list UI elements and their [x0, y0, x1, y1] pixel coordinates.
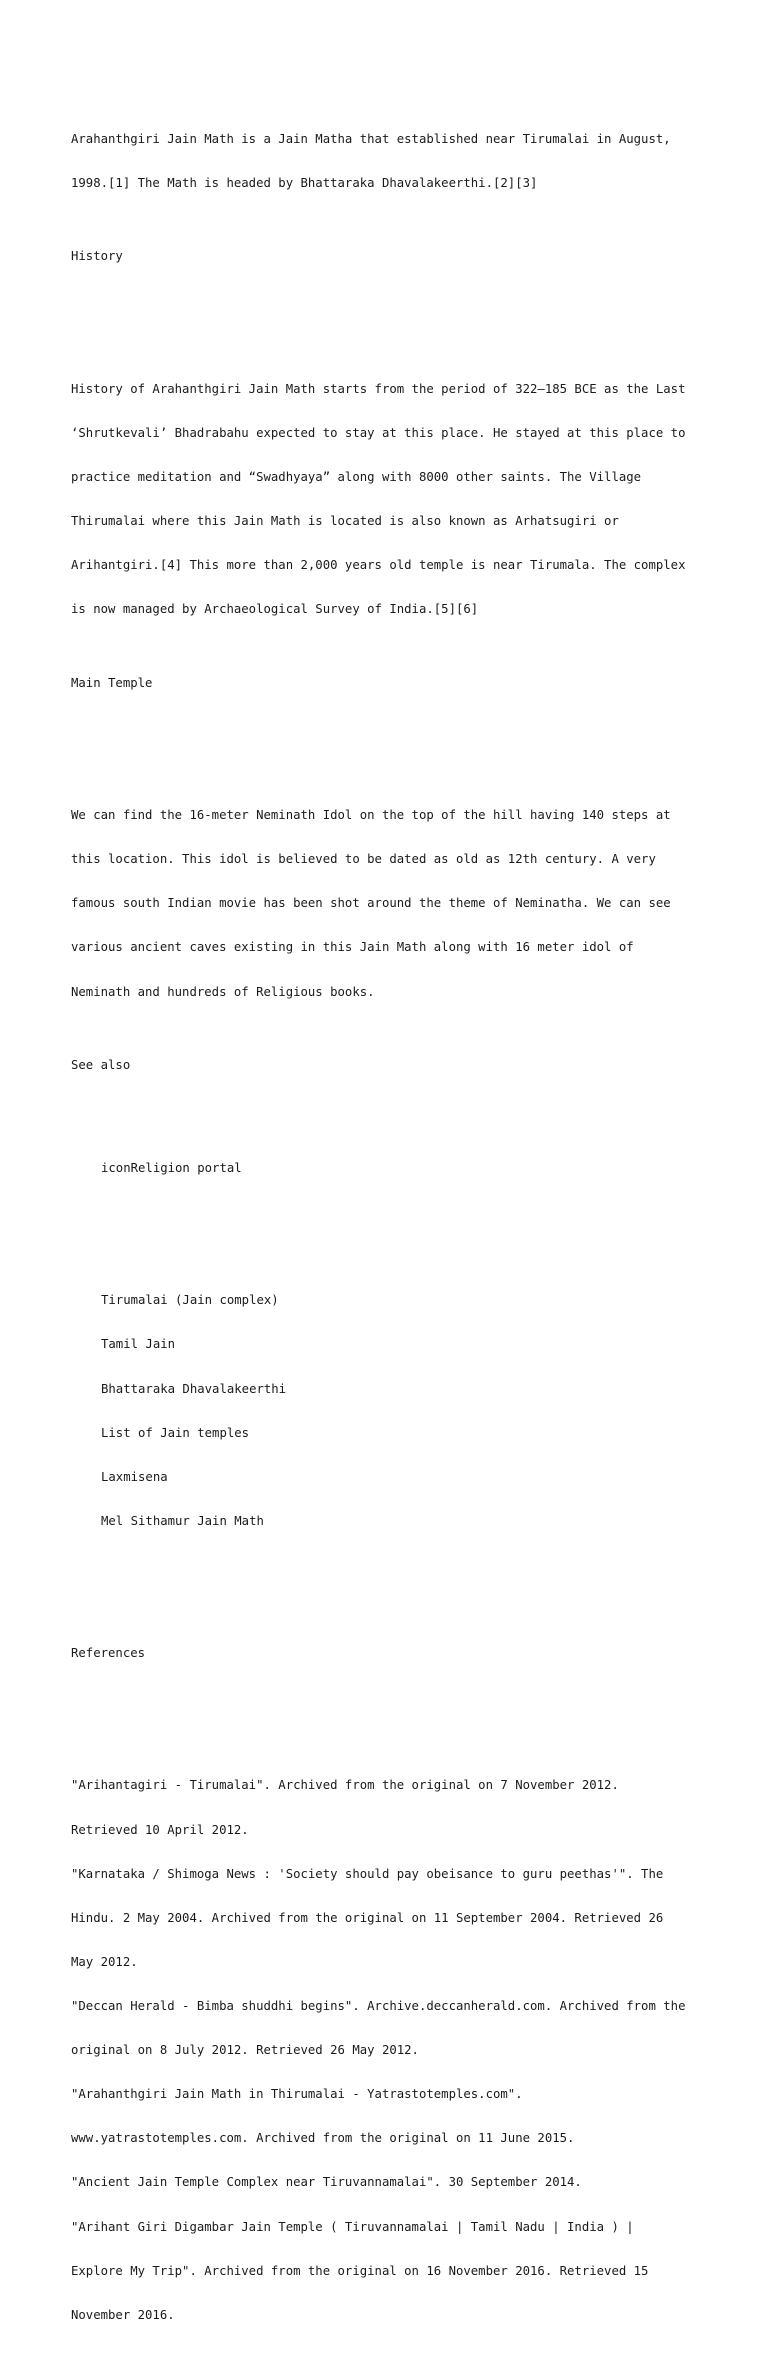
history-line: ‘Shrutkevali’ Bhadrabahu expected to stay at this place. He stayed at this place to [71, 425, 686, 440]
history-line: History of Arahanthgiri Jain Math starts from the period of 322–185 BCE as the Last [71, 381, 686, 396]
reference-line: Explore My Trip". Archived from the original on 16 November 2016. Retrieved 15 [71, 2263, 649, 2278]
spacer [71, 1102, 711, 1117]
spacer [71, 1205, 711, 1220]
reference-line: www.yatrastotemples.com. Archived from the original on 11 June 2015. [71, 2131, 575, 2146]
intro-line: 1998.[1] The Math is headed by Bhattaraka Dhavalakeerthi.[2][3] [71, 175, 538, 190]
intro-paragraph [71, 102, 711, 220]
reference-line: "Karnataka / Shimoga News : 'Society should pay obeisance to guru peethas'". The [71, 1866, 664, 1881]
religion-portal-link[interactable]: iconReligion portal [101, 1160, 242, 1175]
see-also-item[interactable]: Bhattaraka Dhavalakeerthi [101, 1381, 287, 1396]
spacer [71, 294, 711, 309]
intro-line: Arahanthgiri Jain Math is a Jain Matha that established near Tirumalai in August, [71, 131, 671, 146]
history-heading: History [71, 249, 123, 264]
see-also-item[interactable]: Tamil Jain [101, 1337, 176, 1352]
see-also-item[interactable]: Mel Sithamur Jain Math [101, 1513, 264, 1528]
references-list [71, 1749, 711, 2352]
spacer [71, 1587, 711, 1602]
spacer [71, 720, 711, 735]
reference-line: "Arihant Giri Digambar Jain Temple ( Tiruvannamalai | Tamil Nadu | India ) | [71, 2219, 634, 2234]
history-line: practice meditation and “Swadhyaya” along with 8000 other saints. The Village [71, 469, 642, 484]
reference-line: Retrieved 10 April 2012. [71, 1822, 249, 1837]
spacer [71, 1690, 711, 1705]
reference-line: Hindu. 2 May 2004. Archived from the original on 11 September 2004. Retrieved 26 [71, 1910, 664, 1925]
reference-line: November 2016. [71, 2307, 175, 2322]
reference-line: "Arihantagiri - Tirumalai". Archived from the original on 7 November 2012. [71, 1778, 619, 1793]
reference-line: "Deccan Herald - Bimba shuddhi begins". Archive.deccanherald.com. Archived from the [71, 1999, 686, 2014]
history-paragraph [71, 352, 711, 646]
see-also-item[interactable]: Laxmisena [101, 1469, 168, 1484]
reference-line: original on 8 July 2012. Retrieved 26 May 2012. [71, 2043, 419, 2058]
main-temple-heading: Main Temple [71, 675, 153, 690]
history-line: Thirumalai where this Jain Math is located is also known as Arhatsugiri or [71, 514, 619, 529]
document-page [71, 73, 711, 2367]
reference-line: May 2012. [71, 1954, 138, 1969]
main-temple-line: famous south Indian movie has been shot around the theme of Neminatha. We can see [71, 896, 671, 911]
main-temple-paragraph [71, 779, 711, 1029]
see-also-item[interactable]: Tirumalai (Jain complex) [101, 1293, 279, 1308]
history-line: Arihantgiri.[4] This more than 2,000 years old temple is near Tirumala. The complex [71, 558, 686, 573]
see-also-heading: See also [71, 1058, 131, 1073]
main-temple-line: various ancient caves existing in this Jain Math along with 16 meter idol of [71, 940, 634, 955]
reference-line: "Ancient Jain Temple Complex near Tiruvannamalai". 30 September 2014. [71, 2175, 582, 2190]
main-temple-line: We can find the 16-meter Neminath Idol on the top of the hill having 140 steps at [71, 808, 671, 823]
main-temple-line: this location. This idol is believed to be dated as old as 12th century. A very [71, 852, 656, 867]
reference-line: "Arahanthgiri Jain Math in Thirumalai - Yatrastotemples.com". [71, 2087, 523, 2102]
history-line: is now managed by Archaeological Survey of India.[5][6] [71, 602, 479, 617]
main-temple-line: Neminath and hundreds of Religious books. [71, 984, 375, 999]
see-also-item[interactable]: List of Jain temples [101, 1425, 250, 1440]
see-also-list [71, 1264, 711, 1558]
references-heading: References [71, 1646, 146, 1661]
